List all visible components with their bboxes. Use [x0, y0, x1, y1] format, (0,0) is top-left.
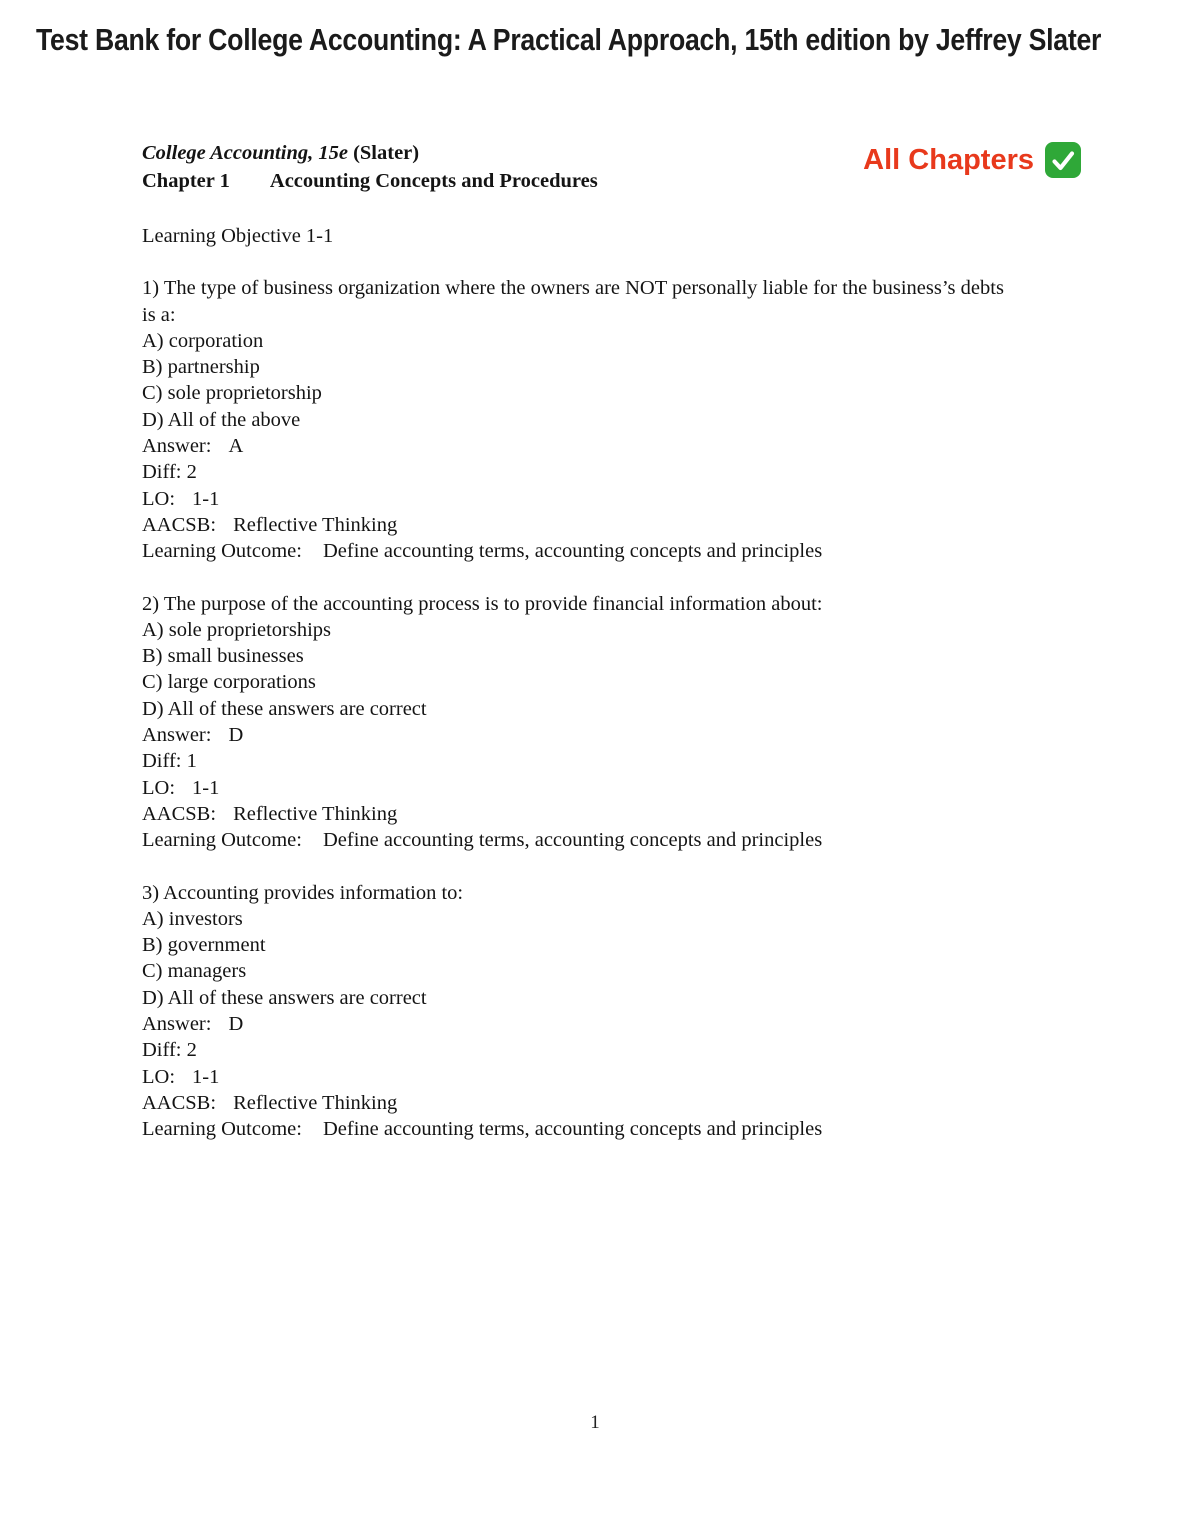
answer-value: D [228, 724, 244, 747]
choice-b: B) partnership [142, 356, 260, 379]
diff-label: Diff: [142, 750, 187, 773]
diff-value: 1 [186, 750, 197, 773]
lo-label: LO: [142, 487, 176, 510]
question-stem [142, 591, 1072, 617]
diff-value: 2 [186, 461, 197, 484]
answer-value: D [228, 1013, 244, 1036]
aacsb-row [142, 512, 1082, 538]
learning-objective: Learning Objective 1-1 [142, 225, 334, 247]
answer-value: A [228, 435, 244, 458]
aacsb-label: AACSB: [142, 1091, 217, 1114]
outcome-value: Define accounting terms, accounting concepts and principles [322, 829, 823, 852]
diff-label: Diff: [142, 461, 187, 484]
choice-b: B) small businesses [142, 645, 304, 668]
lo-value: 1-1 [192, 487, 220, 510]
choice-d: D) All of the above [142, 408, 301, 431]
all-chapters-badge [863, 141, 1082, 179]
lo-row [142, 1064, 1082, 1090]
question-block [142, 591, 1082, 854]
outcome-value: Define accounting terms, accounting concepts and principles [322, 1118, 823, 1141]
all-chapters-label: All Chapters [863, 143, 1034, 176]
document-header-title: Test Bank for College Accounting: A Practical Approach, 15th edition by Jeffrey Slater [36, 22, 1102, 57]
choice-a: A) sole proprietorships [142, 618, 332, 641]
answer-label: Answer: [142, 1013, 212, 1036]
title-row [142, 140, 1082, 195]
aacsb-row [142, 801, 1082, 827]
answer-label: Answer: [142, 435, 212, 458]
choice-c: C) sole proprietorship [142, 382, 322, 405]
lo-value: 1-1 [192, 1065, 220, 1088]
chapter-line [142, 168, 598, 196]
aacsb-label: AACSB: [142, 802, 217, 825]
outcome-row [142, 1116, 1082, 1142]
page-number: 1 [590, 1412, 600, 1433]
lo-label: LO: [142, 776, 176, 799]
title-block [142, 140, 598, 195]
aacsb-row [142, 1090, 1082, 1116]
outcome-row [142, 538, 1082, 564]
page-content [142, 140, 1082, 1143]
book-title-line [142, 140, 598, 168]
lo-row [142, 775, 1082, 801]
question-stem [142, 275, 1072, 328]
aacsb-label: AACSB: [142, 513, 217, 536]
question-block [142, 880, 1082, 1143]
chapter-name: Accounting Concepts and Procedures [269, 169, 598, 192]
outcome-label: Learning Outcome: [142, 1118, 302, 1141]
answer-row [142, 1011, 1082, 1037]
stem-line: is a: [142, 303, 176, 326]
question-stem [142, 880, 1072, 906]
question-block [142, 275, 1082, 564]
diff-row [142, 1037, 1082, 1063]
outcome-row [142, 827, 1082, 853]
stem-line: 3) Accounting provides information to: [142, 881, 464, 904]
answer-row [142, 433, 1082, 459]
diff-value: 2 [186, 1039, 197, 1062]
choice-d: D) All of these answers are correct [142, 697, 427, 720]
diff-label: Diff: [142, 1039, 187, 1062]
chapter-number: Chapter 1 [142, 169, 230, 192]
stem-line: 1) The type of business organization where the owners are NOT personally liable for the business’s debts [142, 277, 1004, 300]
diff-row [142, 459, 1082, 485]
choice-c: C) large corporations [142, 671, 316, 694]
book-title-author: (Slater) [347, 142, 420, 164]
green-check-icon [1044, 141, 1082, 179]
outcome-label: Learning Outcome: [142, 829, 302, 852]
outcome-value: Define accounting terms, accounting concepts and principles [322, 540, 823, 563]
answer-row [142, 722, 1082, 748]
choice-a: A) corporation [142, 329, 264, 352]
stem-line: 2) The purpose of the accounting process is to provide financial information about: [142, 592, 823, 615]
aacsb-value: Reflective Thinking [233, 513, 398, 536]
choice-b: B) government [142, 934, 266, 957]
lo-label: LO: [142, 1065, 176, 1088]
choice-d: D) All of these answers are correct [142, 986, 427, 1009]
aacsb-value: Reflective Thinking [233, 1091, 398, 1114]
choice-a: A) investors [142, 907, 243, 930]
aacsb-value: Reflective Thinking [233, 802, 398, 825]
diff-row [142, 748, 1082, 774]
lo-row [142, 486, 1082, 512]
book-title: College Accounting, 15e [142, 142, 348, 164]
outcome-label: Learning Outcome: [142, 540, 302, 563]
choice-c: C) managers [142, 960, 247, 983]
lo-value: 1-1 [192, 776, 220, 799]
answer-label: Answer: [142, 724, 212, 747]
